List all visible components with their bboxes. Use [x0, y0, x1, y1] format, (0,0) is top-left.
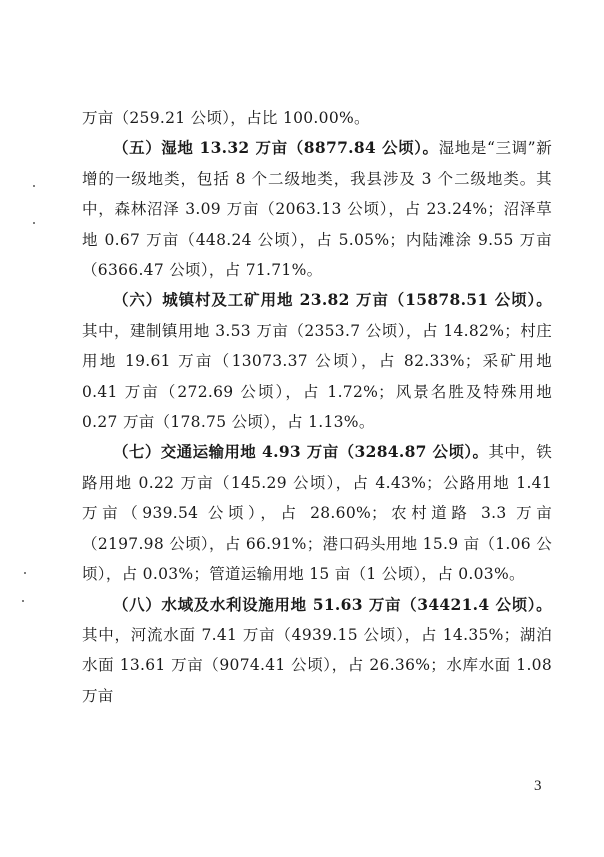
intro-line: 万亩（259.21 公顷），占比 100.00%。	[82, 109, 370, 127]
section-heading: （五）湿地 13.32 万亩（8877.84 公顷）。	[113, 138, 439, 158]
section-heading: （七）交通运输用地 4.93 万亩（3284.87 公顷）。	[113, 442, 489, 462]
section-urban-land	[82, 285, 552, 437]
scan-speck	[24, 572, 26, 574]
scan-speck	[33, 222, 35, 224]
scan-speck	[33, 185, 35, 187]
scan-speck	[22, 600, 24, 602]
section-body: 其中，铁路用地 0.22 万亩（145.29 公顷），占 4.43%；公路用地 1.41 万亩（939.54 公顷），占 28.60%；农村道路 3.3 万亩（2197.98 公顷），占 66.91%；港口码头用地 15.9 亩（1.06 公顷），占 0.03%；管道运输用地 15 亩（1 公顷），占 0.03%。	[82, 443, 553, 584]
section-heading: （八）水域及水利设施用地 51.63 万亩（34421.4 公顷）。	[113, 594, 552, 614]
section-transport-land	[82, 437, 552, 589]
section-heading: （六）城镇村及工矿用地 23.82 万亩（15878.51 公顷）。	[113, 290, 552, 310]
body-text	[82, 103, 552, 711]
section-body: 其中，建制镇用地 3.53 万亩（2353.7 公顷），占 14.82%；村庄用地 19.61 万亩（13073.37 公顷），占 82.33%；采矿用地 0.41 万亩（272.69 公顷），占 1.72%；风景名胜及特殊用地 0.27 万亩（178.75 公顷），占 1.13%。	[82, 321, 552, 432]
section-body: 其中，河流水面 7.41 万亩（4939.15 公顷），占 14.35%；湖泊水面 13.61 万亩（9074.41 公顷），占 26.36%；水库水面 1.08 万亩	[82, 625, 552, 705]
section-water-land	[82, 590, 552, 712]
section-body: 湿地是“三调”新增的一级地类，包括 8 个二级地类，我县涉及 3 个二级地类。其中，森林沼泽 3.09 万亩（2063.13 公顷），占 23.24%；沼泽草地 0.67 万亩（448.24 公顷），占 5.05%；内陆滩涂 9.55 万亩（6366.47 公顷），占 71.71%。	[82, 139, 552, 280]
page-number: 3	[534, 778, 542, 794]
section-wetland	[82, 133, 552, 285]
